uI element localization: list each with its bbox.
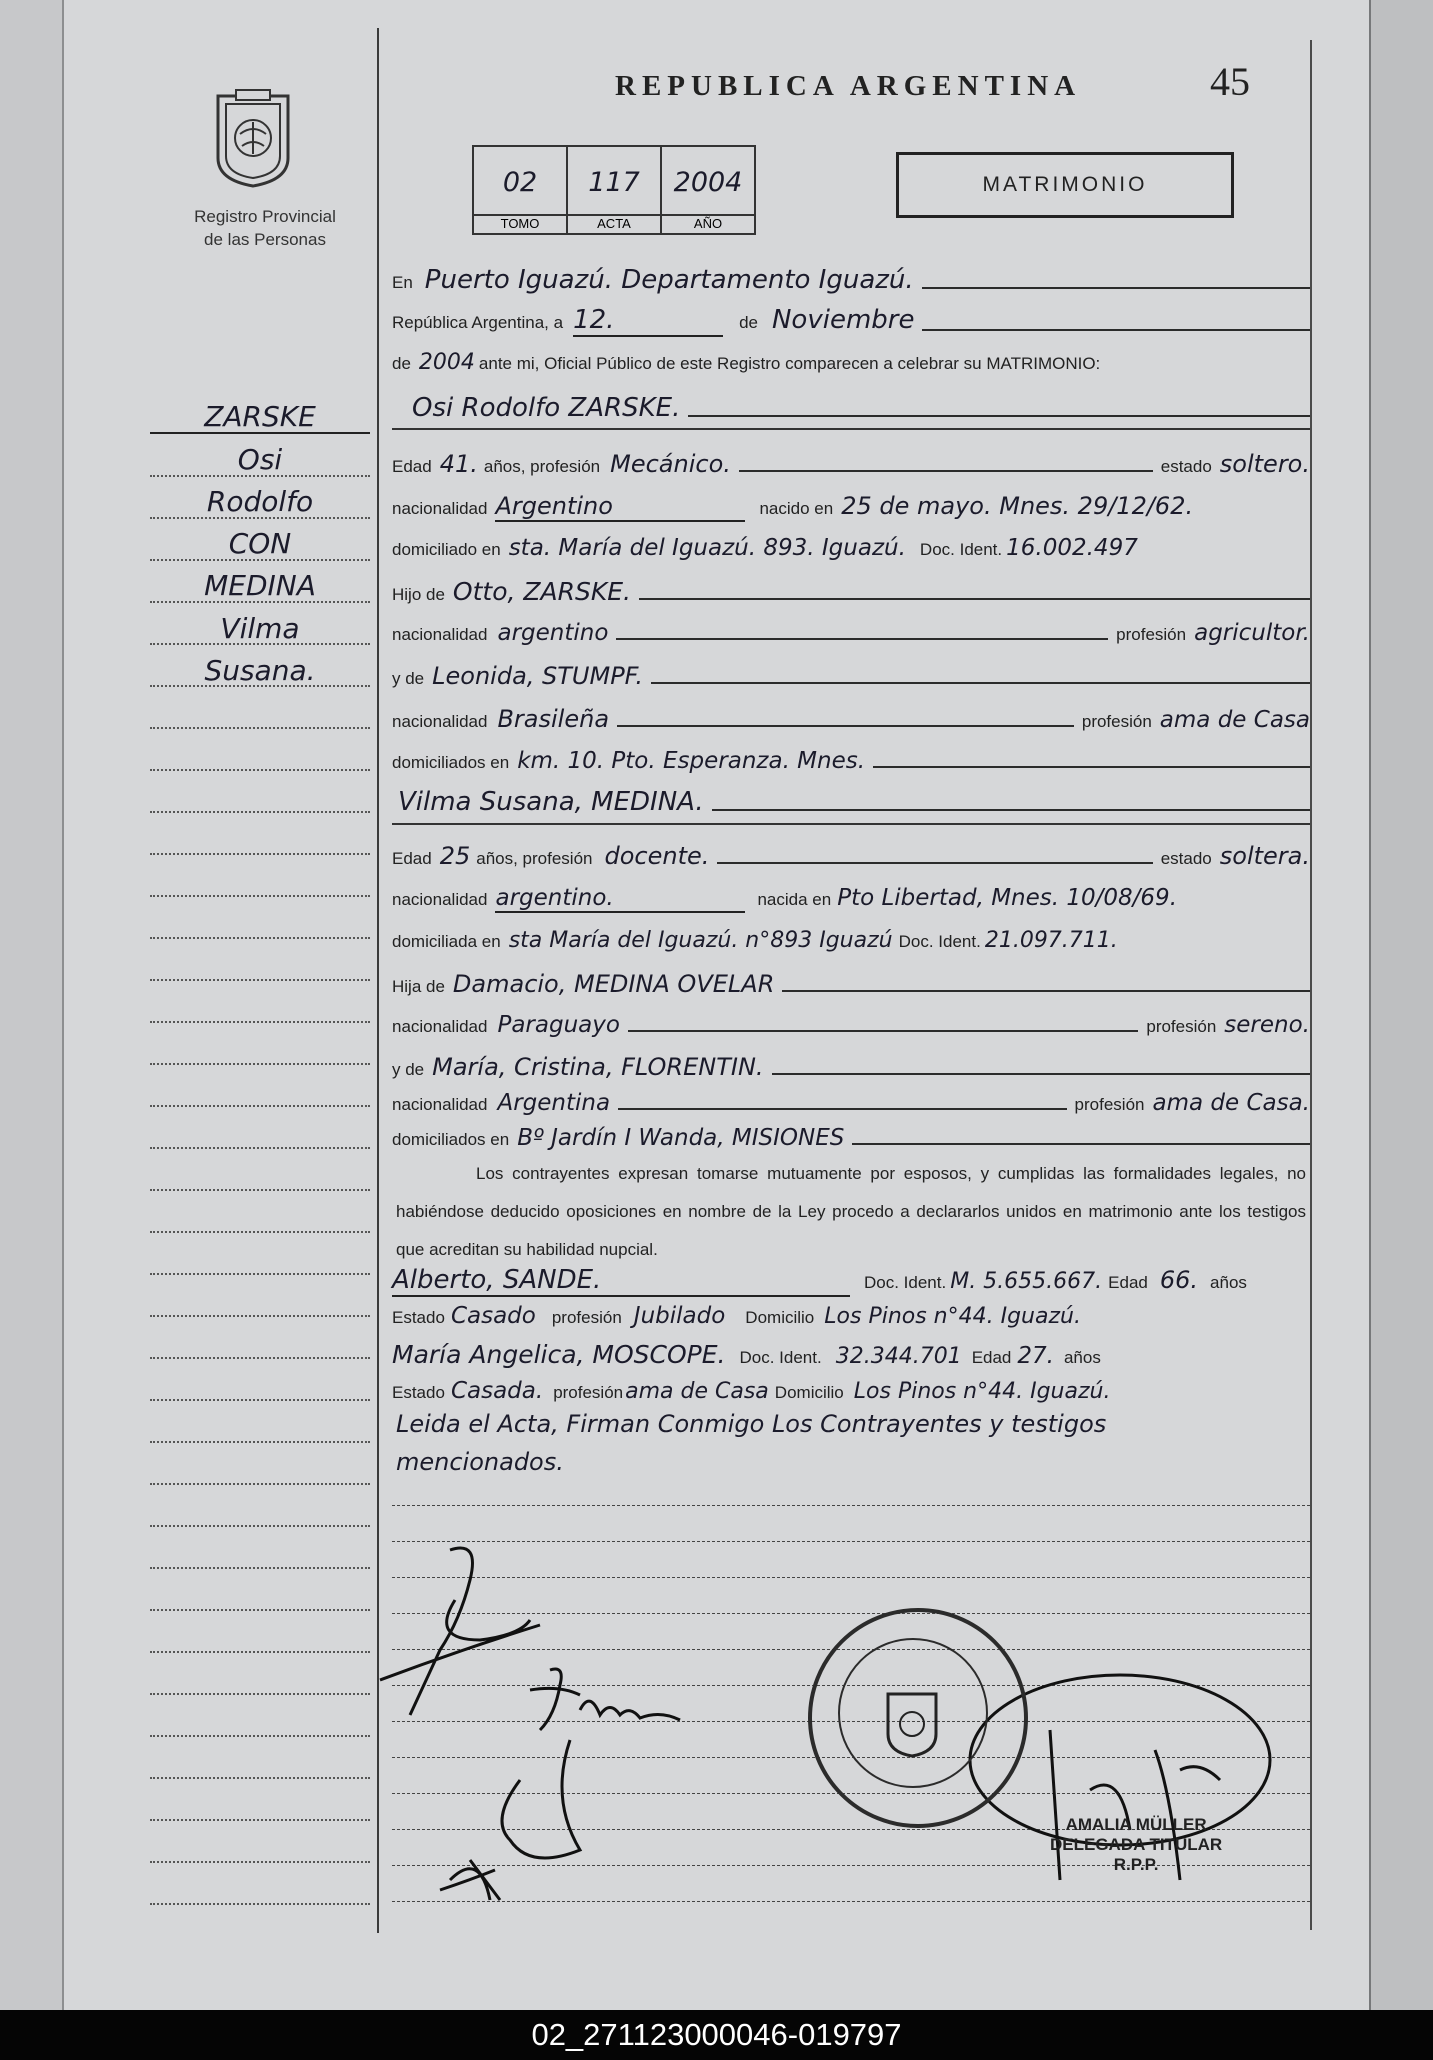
margin-rule <box>150 643 370 645</box>
label: nacionalidad <box>392 499 488 518</box>
groom-mother-profession: ama de Casa <box>1159 707 1310 733</box>
label: Doc. Ident. <box>864 1273 947 1292</box>
tomo-value: 02 <box>502 167 538 198</box>
groom-age: 41. <box>439 450 478 478</box>
declaration-text: Los contrayentes expresan tomarse mutuamente por esposos, y cumplidas las formalidades legales, no habiéndose deducido oposiciones en nombre de la Ley procedo a declararlos unidos en matrimonio ante los testigos que acreditan su habilidad nupcial. <box>396 1164 1306 1259</box>
margin-rule <box>150 1063 370 1065</box>
closing-line-2: mencionados. <box>396 1448 564 1476</box>
margin-name: Vilma <box>220 612 300 645</box>
bride-domicile-line <box>392 928 1310 953</box>
bride-parents-domicile: Bº Jardín I Wanda, MISIONES <box>517 1125 845 1151</box>
label: domiciliado en <box>392 540 501 559</box>
bride-father: Damacio, MEDINA OVELAR <box>452 970 775 998</box>
witness2-line <box>392 1340 1310 1369</box>
label: profesión <box>1116 625 1187 644</box>
groom-profession: Mecánico. <box>610 450 731 478</box>
label: Hijo de <box>392 585 445 604</box>
acta-label: ACTA <box>568 214 660 231</box>
witness1-details-line <box>392 1303 1310 1329</box>
margin-rule <box>150 1483 370 1485</box>
label: Estado <box>392 1308 445 1327</box>
groom-domicile-line <box>392 535 1310 561</box>
label: República Argentina, a <box>392 313 564 332</box>
label: Edad <box>392 457 432 476</box>
label: y de <box>392 1060 425 1079</box>
year-label: AÑO <box>662 214 754 231</box>
label: profesión <box>1074 1095 1145 1114</box>
bride-nationality: argentino. <box>495 885 745 913</box>
label: años, profesión <box>476 849 593 868</box>
margin-rule <box>150 1441 370 1443</box>
tomo-label: TOMO <box>474 214 566 231</box>
label: nacionalidad <box>392 1095 488 1114</box>
margin-rule <box>150 937 370 939</box>
registry-caption: Registro Provincial de las Personas <box>194 207 336 249</box>
groom-father: Otto, ZARSKE. <box>452 577 631 606</box>
record-type-box: MATRIMONIO <box>896 152 1234 218</box>
label: de <box>392 354 411 373</box>
margin-name: Osi <box>237 443 283 476</box>
margin-rule <box>150 853 370 855</box>
ruled-line <box>392 1505 1310 1506</box>
statement-text: ante mi, Oficial Público de este Registro comparecen a celebrar su MATRIMONIO: <box>478 354 1101 373</box>
margin-rule <box>150 1819 370 1821</box>
stamp-office: R.P.P. <box>1113 1855 1159 1874</box>
margin-rule <box>150 1147 370 1149</box>
book-binding <box>0 0 64 2010</box>
witness2-document: 32.344.701 <box>835 1344 962 1369</box>
bride-mother-profession: ama de Casa. <box>1152 1090 1310 1116</box>
label: estado <box>1160 849 1212 868</box>
groom-mother-nationality: Brasileña <box>497 705 610 733</box>
margin-rule <box>150 1651 370 1653</box>
groom-father-nationality-line <box>392 620 1310 646</box>
label: Hija de <box>392 977 445 996</box>
month-value: Noviembre <box>771 305 915 335</box>
stamp-name: AMALIA MÜLLER <box>1065 1815 1207 1834</box>
margin-rule <box>150 1021 370 1023</box>
right-border <box>1310 40 1312 1930</box>
country-title: REPUBLICA ARGENTINA <box>615 70 1082 102</box>
witness2-status: Casada. <box>450 1378 544 1404</box>
groom-mother: Leonida, STUMPF. <box>432 662 644 690</box>
label: nacionalidad <box>392 1017 488 1036</box>
page-edge <box>1369 0 1433 2010</box>
label: profesión <box>1081 712 1152 731</box>
groom-domicile: sta. María del Iguazú. 893. Iguazú. <box>508 535 906 561</box>
margin-rule <box>150 559 370 561</box>
page-number: 45 <box>1210 59 1250 104</box>
groom-document: 16.002.497 <box>1006 535 1138 561</box>
witness1-name: Alberto, SANDE. <box>392 1265 850 1297</box>
delegate-stamp <box>1050 1815 1222 1875</box>
seal-coat-of-arms-icon <box>884 1690 940 1760</box>
witness2-domicile: Los Pinos n°44. Iguazú. <box>853 1379 1111 1404</box>
margin-rule <box>150 811 370 813</box>
bride-father-line <box>392 970 1310 998</box>
bride-mother: María, Cristina, FLORENTIN. <box>432 1053 764 1081</box>
stamp-title: DELEGADA TITULAR <box>1050 1835 1223 1854</box>
label: profesión <box>1146 1017 1217 1036</box>
record-reference-box <box>472 145 756 235</box>
bride-mother-nationality: Argentina <box>497 1090 611 1116</box>
place-value: Puerto Iguazú. Departamento Iguazú. <box>424 265 914 295</box>
date-line <box>392 305 1310 337</box>
label: Edad <box>1108 1273 1148 1292</box>
bride-name-line <box>392 787 1310 817</box>
label: años <box>1063 1348 1101 1367</box>
label: Domicilio <box>745 1308 815 1327</box>
margin-rule <box>150 475 370 477</box>
groom-name: Osi Rodolfo ZARSKE. <box>412 393 681 423</box>
witness2-profession: ama de Casa <box>625 1379 769 1404</box>
margin-rule <box>150 979 370 981</box>
label: Edad <box>971 1348 1012 1367</box>
label: nacionalidad <box>392 625 488 644</box>
groom-father-nationality: argentino <box>497 620 609 646</box>
label: Edad <box>392 849 432 868</box>
groom-nationality-line <box>392 492 1310 522</box>
label: y de <box>392 669 425 688</box>
bride-document: 21.097.711. <box>984 928 1118 953</box>
closing-line-1: Leida el Acta, Firman Conmigo Los Contrayentes y testigos <box>396 1410 1107 1438</box>
groom-father-profession: agricultor. <box>1194 620 1310 646</box>
bride-nationality-line <box>392 885 1310 913</box>
groom-status: soltero. <box>1219 450 1310 478</box>
groom-nationality: Argentino <box>495 492 745 522</box>
witness1-line <box>392 1265 1310 1297</box>
bride-father-nationality-line <box>392 1012 1310 1038</box>
margin-rule <box>150 517 370 519</box>
margin-rule <box>150 1231 370 1233</box>
margin-rule <box>150 1315 370 1317</box>
label: Doc. Ident. <box>898 932 981 951</box>
margin-name: MEDINA <box>204 569 316 602</box>
groom-name-line <box>392 393 1310 423</box>
margin-rule <box>150 1777 370 1779</box>
witness1-document: M. 5.655.667. <box>950 1269 1103 1294</box>
bride-father-profession: sereno. <box>1224 1012 1310 1038</box>
margin-rule <box>150 601 370 603</box>
label: nacida en <box>757 890 832 909</box>
bride-name: Vilma Susana, MEDINA. <box>398 787 704 817</box>
witness-signature-icon <box>430 1720 590 1910</box>
bride-profession: docente. <box>604 842 710 870</box>
label: de <box>739 313 758 332</box>
groom-parents-domicile-line <box>392 748 1310 774</box>
margin-rule <box>150 432 370 434</box>
label: Estado <box>392 1383 445 1402</box>
margin-rule <box>150 1735 370 1737</box>
label: nacionalidad <box>392 890 488 909</box>
witness2-name: María Angelica, MOSCOPE. <box>392 1340 726 1369</box>
margin-rule <box>150 727 370 729</box>
margin-rule <box>150 1861 370 1863</box>
margin-surname: ZARSKE <box>204 400 316 433</box>
label: años <box>1210 1273 1247 1292</box>
acta-value: 117 <box>588 167 640 198</box>
day-value: 12. <box>573 305 723 337</box>
scan-footer-id: 02_271123000046-019797 <box>0 2010 1433 2060</box>
label: domiciliada en <box>392 932 501 951</box>
margin-rule <box>150 1609 370 1611</box>
margin-rule <box>150 1693 370 1695</box>
groom-mother-line <box>392 662 1310 690</box>
bride-parents-domicile-line <box>392 1125 1310 1151</box>
margin-rule <box>150 1357 370 1359</box>
place-line <box>392 265 1310 295</box>
witness2-age: 27. <box>1017 1343 1054 1369</box>
section-rule <box>392 428 1310 430</box>
margin-rule <box>150 1399 370 1401</box>
label: Domicilio <box>774 1383 844 1402</box>
label: Doc. Ident. <box>739 1348 822 1367</box>
label: estado <box>1160 457 1212 476</box>
bride-status: soltera. <box>1219 842 1310 870</box>
label: profesión <box>551 1308 622 1327</box>
statement-line <box>392 350 1310 375</box>
year-written: 2004 <box>418 350 475 375</box>
bride-age: 25 <box>439 842 471 870</box>
margin-rule <box>150 1567 370 1569</box>
margin-rule <box>150 1189 370 1191</box>
bride-mother-line <box>392 1053 1310 1081</box>
witness1-status: Casado <box>450 1303 536 1329</box>
margin-rule <box>150 1903 370 1905</box>
label: nacido en <box>759 499 834 518</box>
witness2-details-line <box>392 1378 1310 1404</box>
bride-birth: Pto Libertad, Mnes. 10/08/69. <box>837 885 1178 911</box>
margin-name: Rodolfo <box>206 485 314 518</box>
witness1-profession: Jubilado <box>633 1303 726 1329</box>
bride-age-line <box>392 842 1310 870</box>
margin-rule <box>150 1525 370 1527</box>
margin-rule <box>150 685 370 687</box>
label: domiciliados en <box>392 1130 510 1149</box>
groom-father-line <box>392 577 1310 606</box>
label: nacionalidad <box>392 712 488 731</box>
bride-father-nationality: Paraguayo <box>497 1012 620 1038</box>
label: años, profesión <box>483 457 601 476</box>
margin-rule <box>150 1105 370 1107</box>
bride-domicile: sta María del Iguazú. n°893 Iguazú <box>508 928 893 953</box>
section-rule <box>392 823 1310 825</box>
groom-mother-nationality-line <box>392 705 1310 733</box>
margin-name: Susana. <box>204 654 316 687</box>
groom-age-line <box>392 450 1310 478</box>
witness1-age: 66. <box>1159 1266 1199 1294</box>
witness1-domicile: Los Pinos n°44. Iguazú. <box>824 1304 1081 1329</box>
label: En <box>392 273 413 292</box>
label: domiciliados en <box>392 753 510 772</box>
groom-birth: 25 de mayo. Mnes. 29/12/62. <box>841 492 1194 520</box>
label: Doc. Ident. <box>919 540 1003 559</box>
bride-mother-nationality-line <box>392 1090 1310 1116</box>
groom-parents-domicile: km. 10. Pto. Esperanza. Mnes. <box>517 748 866 774</box>
margin-name: CON <box>228 527 292 560</box>
label: profesión <box>553 1383 624 1402</box>
margin-rule <box>150 895 370 897</box>
province-coat-of-arms-icon <box>210 88 296 188</box>
year-value: 2004 <box>673 167 743 198</box>
margin-rule <box>150 1273 370 1275</box>
margin-rule <box>150 769 370 771</box>
